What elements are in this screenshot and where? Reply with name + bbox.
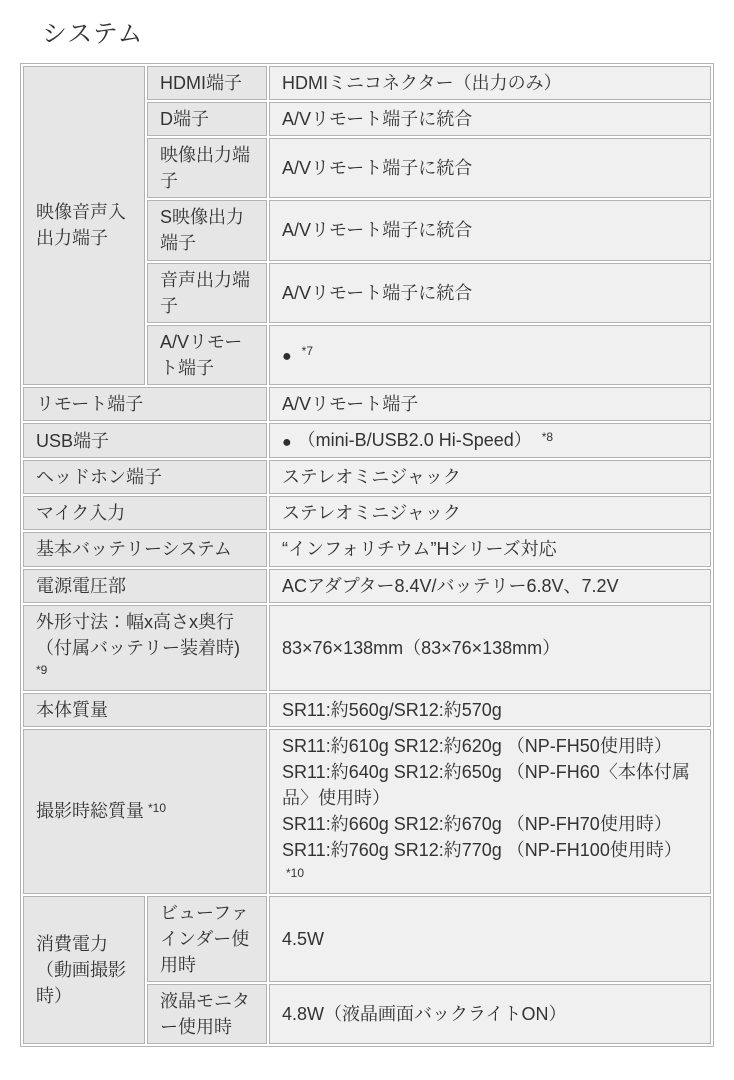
dimensions-label-line2: （付属バッテリー装着時) bbox=[36, 637, 240, 658]
table-row bbox=[23, 729, 711, 894]
dimensions-label-line1: 外形寸法：幅x高さx奥行 bbox=[36, 611, 234, 632]
value-d-terminal: A/Vリモート端子に統合 bbox=[269, 102, 711, 136]
group-label-power-consumption: 消費電力（動画撮影時） bbox=[23, 896, 145, 1044]
usb-value-text: （mini-B/USB2.0 Hi-Speed） bbox=[297, 430, 532, 451]
value-usb: ● （mini-B/USB2.0 Hi-Speed） *8 bbox=[269, 423, 711, 458]
table-row bbox=[23, 387, 711, 421]
group-label-av-io: 映像音声入出力端子 bbox=[23, 66, 145, 385]
value-mic-input: ステレオミニジャック bbox=[269, 496, 711, 530]
table-row bbox=[23, 460, 711, 494]
table-row bbox=[23, 693, 711, 727]
sublabel-audio-out: 音声出力端子 bbox=[147, 263, 267, 323]
total-weight-line-4: SR11:約760g SR12:約770g （NP-FH100使用時）*10 bbox=[282, 840, 682, 881]
sublabel-video-out: 映像出力端子 bbox=[147, 138, 267, 198]
label-total-weight: 撮影時総質量 *10 bbox=[23, 729, 267, 894]
table-row bbox=[23, 66, 711, 100]
label-body-weight: 本体質量 bbox=[23, 693, 267, 727]
section-title: システム bbox=[42, 20, 144, 48]
label-headphone: ヘッドホン端子 bbox=[23, 460, 267, 494]
total-weight-line-3: SR11:約660g SR12:約670g （NP-FH70使用時） bbox=[282, 814, 672, 835]
availability-dot-icon: ● bbox=[282, 348, 292, 366]
table-row bbox=[23, 532, 711, 566]
spec-table bbox=[20, 63, 714, 1047]
table-row bbox=[23, 605, 711, 691]
value-video-out: A/Vリモート端子に統合 bbox=[269, 138, 711, 198]
value-svideo-out: A/Vリモート端子に統合 bbox=[269, 200, 711, 260]
table-row bbox=[23, 423, 711, 458]
table-row bbox=[23, 896, 711, 982]
label-dimensions: 外形寸法：幅x高さx奥行 （付属バッテリー装着時) *9 bbox=[23, 605, 267, 691]
value-viewfinder: 4.5W bbox=[269, 896, 711, 982]
total-weight-line-1: SR11:約610g SR12:約620g （NP-FH50使用時） bbox=[282, 735, 672, 756]
sublabel-svideo-out: S映像出力端子 bbox=[147, 200, 267, 260]
label-mic-input: マイク入力 bbox=[23, 496, 267, 530]
value-total-weight bbox=[269, 729, 711, 894]
value-av-remote: ● *7 bbox=[269, 325, 711, 385]
label-battery-system: 基本バッテリーシステム bbox=[23, 532, 267, 566]
table-row bbox=[23, 496, 711, 530]
value-headphone: ステレオミニジャック bbox=[269, 460, 711, 494]
sublabel-hdmi: HDMI端子 bbox=[147, 66, 267, 100]
sublabel-d-terminal: D端子 bbox=[147, 102, 267, 136]
availability-dot-icon: ● bbox=[282, 434, 292, 452]
value-dimensions: 83×76×138mm（83×76×138mm） bbox=[269, 605, 711, 691]
table-row bbox=[23, 569, 711, 603]
value-hdmi: HDMIミニコネクター（出力のみ） bbox=[269, 66, 711, 100]
value-remote-terminal: A/Vリモート端子 bbox=[269, 387, 711, 421]
label-remote-terminal: リモート端子 bbox=[23, 387, 267, 421]
value-power-voltage: ACアダプター8.4V/バッテリー6.8V、7.2V bbox=[269, 569, 711, 603]
sublabel-av-remote: A/Vリモート端子 bbox=[147, 325, 267, 385]
total-weight-line-4-text: SR11:約760g SR12:約770g （NP-FH100使用時） bbox=[282, 840, 682, 861]
value-lcd-monitor: 4.8W（液晶画面バックライトON） bbox=[269, 984, 711, 1044]
total-weight-label-text: 撮影時総質量 bbox=[36, 801, 144, 822]
value-battery-system: “インフォリチウム”Hシリーズ対応 bbox=[269, 532, 711, 566]
total-weight-line-2: SR11:約640g SR12:約650g （NP-FH60〈本体付属品〉使用時） bbox=[282, 762, 690, 809]
label-usb: USB端子 bbox=[23, 423, 267, 458]
sublabel-viewfinder: ビューファインダー使用時 bbox=[147, 896, 267, 982]
label-power-voltage: 電源電圧部 bbox=[23, 569, 267, 603]
value-body-weight: SR11:約560g/SR12:約570g bbox=[269, 693, 711, 727]
value-audio-out: A/Vリモート端子に統合 bbox=[269, 263, 711, 323]
sublabel-lcd-monitor: 液晶モニター使用時 bbox=[147, 984, 267, 1044]
